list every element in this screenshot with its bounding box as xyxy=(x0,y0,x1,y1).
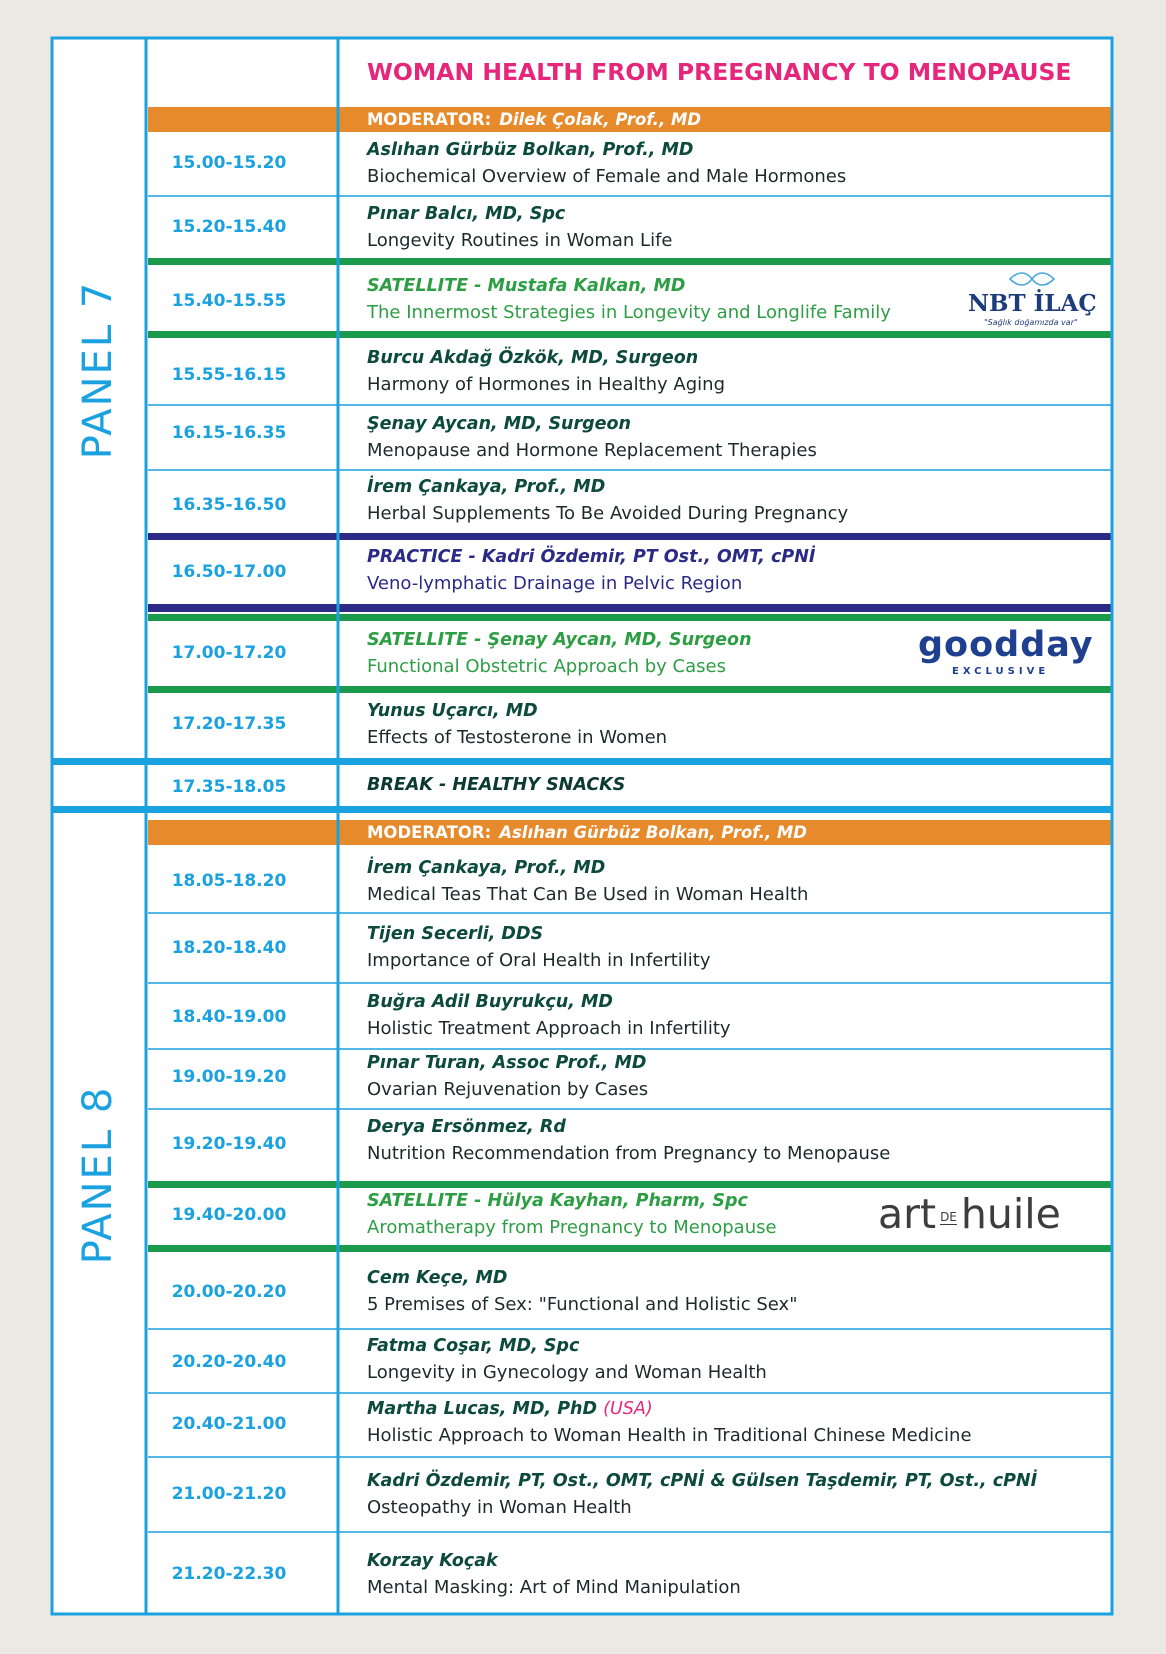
session-speaker: Korzay Koçak xyxy=(367,1551,498,1571)
art-de-huile-mid: DE xyxy=(940,1210,957,1224)
session-title: The Innermost Strategies in Longevity and Longlife Family xyxy=(367,302,891,323)
nbt-ilac-name: NBT İLAÇ xyxy=(968,290,1097,317)
panel-7-label: PANEL 7 xyxy=(75,280,121,460)
break-time: 17.35-18.05 xyxy=(171,777,287,797)
session-time: 20.00-20.20 xyxy=(171,1282,287,1302)
session-speaker: SATELLITE - Hülya Kayhan, Pharm, Spc xyxy=(367,1191,748,1211)
session-time: 17.00-17.20 xyxy=(171,643,287,663)
goodday-logo: goodday xyxy=(918,625,1094,665)
session-title: Menopause and Hormone Replacement Therapies xyxy=(367,440,817,461)
session-title: Harmony of Hormones in Healthy Aging xyxy=(367,374,725,395)
panel-8-label: PANEL 8 xyxy=(75,1085,121,1265)
session-speaker: Tijen Secerli, DDS xyxy=(367,924,544,944)
moderator-name: Dilek Çolak, Prof., MD xyxy=(499,110,702,129)
program-title: WOMAN HEALTH FROM PREEGNANCY TO MENOPAUSE xyxy=(367,58,1072,86)
session-time: 19.20-19.40 xyxy=(171,1134,287,1154)
session-title: Aromatherapy from Pregnancy to Menopause xyxy=(367,1217,777,1238)
session-time: 21.00-21.20 xyxy=(171,1484,287,1504)
moderator-label: MODERATOR: xyxy=(367,823,492,842)
session-time: 17.20-17.35 xyxy=(171,714,287,734)
session-title: Osteopathy in Woman Health xyxy=(367,1497,632,1518)
session-speaker: Aslıhan Gürbüz Bolkan, Prof., MD xyxy=(367,140,694,160)
session-speaker: Fatma Coşar, MD, Spc xyxy=(367,1336,580,1356)
session-time: 21.20-22.30 xyxy=(171,1564,287,1584)
session-title: Longevity Routines in Woman Life xyxy=(367,230,673,251)
moderator-label: MODERATOR: xyxy=(367,110,492,129)
session-speaker: Yunus Uçarcı, MD xyxy=(367,701,538,721)
session-time: 15.20-15.40 xyxy=(171,217,287,237)
session-speaker: PRACTICE - Kadri Özdemir, PT Ost., OMT, cPNİ xyxy=(367,547,816,567)
goodday-tagline: EXCLUSIVE xyxy=(952,666,1050,677)
session-time: 16.15-16.35 xyxy=(171,423,287,443)
session-speaker: Pınar Balcı, MD, Spc xyxy=(367,204,566,224)
session-time: 16.50-17.00 xyxy=(171,562,287,582)
break-label: BREAK - HEALTHY SNACKS xyxy=(367,775,626,795)
session-time: 18.40-19.00 xyxy=(171,1007,287,1027)
session-speaker: İrem Çankaya, Prof., MD xyxy=(367,858,606,878)
moderator-name: Aslıhan Gürbüz Bolkan, Prof., MD xyxy=(499,823,807,842)
session-speaker: Cem Keçe, MD xyxy=(367,1268,508,1288)
session-title: Nutrition Recommendation from Pregnancy to Menopause xyxy=(367,1143,891,1164)
session-title: Longevity in Gynecology and Woman Health xyxy=(367,1362,767,1383)
session-time: 15.00-15.20 xyxy=(171,153,287,173)
session-title: Medical Teas That Can Be Used in Woman Health xyxy=(367,884,809,905)
session-speaker: Derya Ersönmez, Rd xyxy=(367,1117,566,1137)
session-speaker: SATELLITE - Şenay Aycan, MD, Surgeon xyxy=(367,630,752,650)
session-speaker: Kadri Özdemir, PT, Ost., OMT, cPNİ & Gülsen Taşdemir, PT, Ost., cPNİ xyxy=(367,1471,1038,1491)
session-speaker xyxy=(367,1399,653,1419)
session-speaker: İrem Çankaya, Prof., MD xyxy=(367,477,606,497)
session-title: 5 Premises of Sex: "Functional and Holistic Sex" xyxy=(367,1294,798,1315)
nbt-ilac-tagline: "Sağlık doğamızda var" xyxy=(984,318,1078,327)
session-time: 16.35-16.50 xyxy=(171,495,287,515)
moderator-panel-7 xyxy=(367,110,701,129)
art-de-huile-left: art xyxy=(878,1190,937,1238)
art-de-huile-logo xyxy=(878,1190,1061,1238)
session-speaker: Şenay Aycan, MD, Surgeon xyxy=(367,414,632,434)
session-title: Herbal Supplements To Be Avoided During Pregnancy xyxy=(367,503,849,524)
session-time: 19.40-20.00 xyxy=(171,1205,287,1225)
session-title: Importance of Oral Health in Infertility xyxy=(367,950,711,971)
session-title: Holistic Approach to Woman Health in Traditional Chinese Medicine xyxy=(367,1425,972,1446)
session-time: 20.20-20.40 xyxy=(171,1352,287,1372)
session-title: Mental Masking: Art of Mind Manipulation xyxy=(367,1577,741,1598)
session-title: Veno-lymphatic Drainage in Pelvic Region xyxy=(367,573,743,594)
session-speaker: Burcu Akdağ Özkök, MD, Surgeon xyxy=(367,348,699,368)
session-time: 18.05-18.20 xyxy=(171,871,287,891)
session-time: 19.00-19.20 xyxy=(171,1067,287,1087)
session-speaker: Buğra Adil Buyrukçu, MD xyxy=(367,992,613,1012)
session-title: Biochemical Overview of Female and Male Hormones xyxy=(367,166,847,187)
session-title: Effects of Testosterone in Women xyxy=(367,727,668,748)
session-time: 20.40-21.00 xyxy=(171,1414,287,1434)
session-time: 15.55-16.15 xyxy=(171,365,287,385)
session-title: Functional Obstetric Approach by Cases xyxy=(367,656,726,677)
session-speaker: SATELLITE - Mustafa Kalkan, MD xyxy=(367,276,686,296)
session-title: Holistic Treatment Approach in Infertility xyxy=(367,1018,731,1039)
session-time: 15.40-15.55 xyxy=(171,291,287,311)
session-time: 18.20-18.40 xyxy=(171,938,287,958)
speaker-country-note: (USA) xyxy=(603,1399,653,1419)
speaker-name: Martha Lucas, MD, PhD xyxy=(367,1399,598,1419)
session-title: Ovarian Rejuvenation by Cases xyxy=(367,1079,649,1100)
moderator-panel-8 xyxy=(367,823,807,842)
art-de-huile-right: huile xyxy=(960,1190,1061,1238)
session-speaker: Pınar Turan, Assoc Prof., MD xyxy=(367,1053,647,1073)
